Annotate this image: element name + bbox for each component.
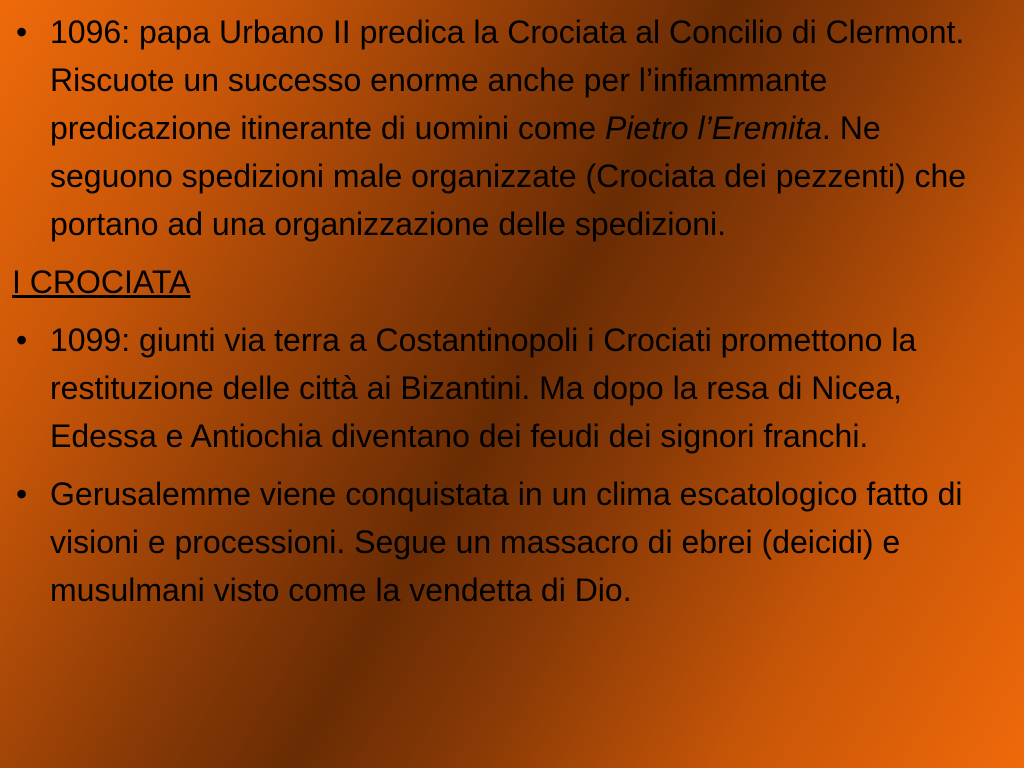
bullet-icon: • xyxy=(16,322,28,358)
bullet-text-1096-start: 1096: papa Urbano II predica la Crociata al Concilio di Clermont. Riscuote un successo enorme anche per l’infiammante predicazione itinerante di uomini come xyxy=(50,14,965,146)
bullet-item-gerusalemme xyxy=(12,470,1012,614)
section-heading: I CROCIATA xyxy=(12,264,191,300)
bullet-text-1096-end: . Ne seguono spedizioni male organizzate (Crociata dei pezzenti) che portano ad una organizzazione delle spedizioni. xyxy=(50,110,967,242)
bullet-item-1096 xyxy=(12,8,1012,248)
slide-content xyxy=(12,8,1012,624)
bullet-text-1099: 1099: giunti via terra a Costantinopoli i Crociati promettono la restituzione delle città ai Bizantini. Ma dopo la resa di Nicea, Edessa e Antiochia diventano dei feudi dei signori franchi. xyxy=(50,322,917,454)
bullet-text-1096-italic: Pietro l’Eremita xyxy=(604,110,822,146)
bullet-icon: • xyxy=(16,476,28,512)
bullet-item-1099 xyxy=(12,316,1012,460)
bullet-text-gerusalemme: Gerusalemme viene conquistata in un clima escatologico fatto di visioni e processioni. Segue un massacro di ebrei (deicidi) e musulmani visto come la vendetta di Dio. xyxy=(50,476,963,608)
bullet-icon: • xyxy=(16,14,28,50)
